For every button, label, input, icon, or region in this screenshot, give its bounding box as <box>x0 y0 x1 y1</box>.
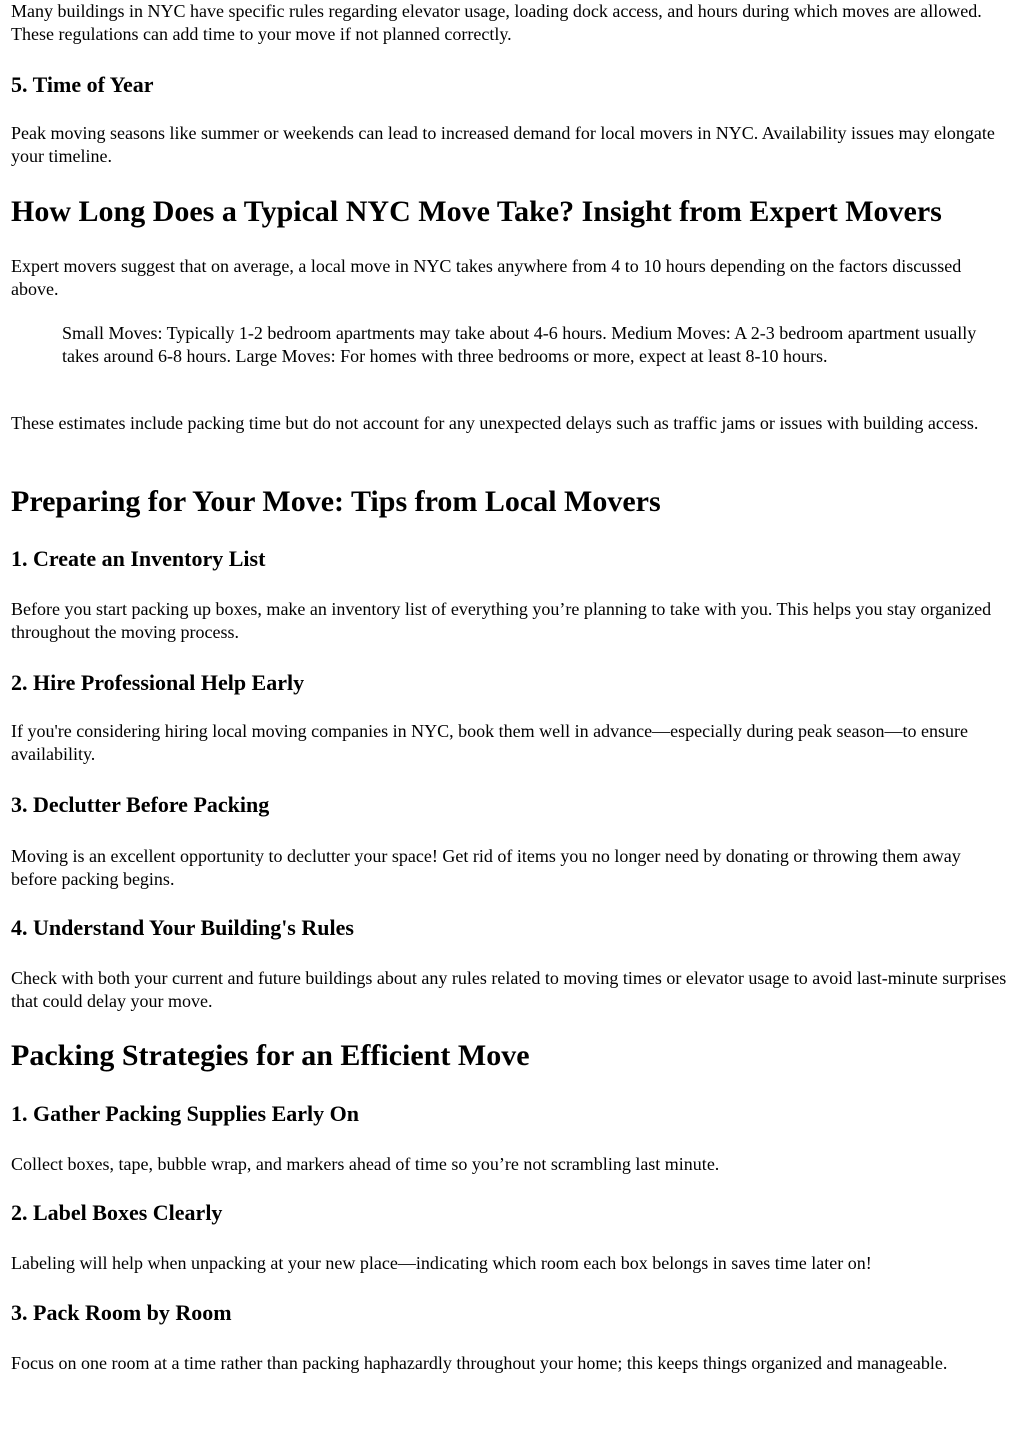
heading-packing-strategies: Packing Strategies for an Efficient Move <box>11 1039 530 1072</box>
paragraph-typical-move-outro: These estimates include packing time but do not account for any unexpected delays such as traffic jams or issues with building access. <box>11 413 979 433</box>
paragraph-hire-help: If you're considering hiring local moving companies in NYC, book them well in advance—especially during peak season—to ensure availability. <box>11 721 968 765</box>
heading-preparing: Preparing for Your Move: Tips from Local Movers <box>11 485 661 518</box>
paragraph-typical-move-intro: Expert movers suggest that on average, a local move in NYC takes anywhere from 4 to 10 hours depending on the factors discussed above. <box>11 256 962 300</box>
heading-inventory-list: 1. Create an Inventory List <box>11 546 266 571</box>
blockquote-move-sizes: Small Moves: Typically 1-2 bedroom apartments may take about 4-6 hours. Medium Moves: A 2-3 bedroom apartment usually takes around 6-8 hours. Large Moves: For homes with three bedrooms or more, expect at least 8-10 hours. <box>62 323 977 367</box>
paragraph-time-of-year: Peak moving seasons like summer or weekends can lead to increased demand for local movers in NYC. Availability issues may elongate your timeline. <box>11 123 995 167</box>
paragraph-building-rules-tip: Check with both your current and future buildings about any rules related to moving times or elevator usage to avoid last-minute surprises that could delay your move. <box>11 968 1007 1012</box>
heading-hire-help: 2. Hire Professional Help Early <box>11 670 305 695</box>
paragraph-declutter: Moving is an excellent opportunity to declutter your space! Get rid of items you no longer need by donating or throwing them away before packing begins. <box>11 846 961 890</box>
heading-declutter: 3. Declutter Before Packing <box>11 792 270 817</box>
paragraph-pack-room: Focus on one room at a time rather than packing haphazardly throughout your home; this keeps things organized and manageable. <box>11 1353 948 1373</box>
heading-typical-move: How Long Does a Typical NYC Move Take? Insight from Expert Movers <box>11 195 942 228</box>
heading-time-of-year: 5. Time of Year <box>11 72 154 97</box>
paragraph-gather-supplies: Collect boxes, tape, bubble wrap, and markers ahead of time so you’re not scrambling last minute. <box>11 1154 720 1174</box>
paragraph-building-rules: Many buildings in NYC have specific rules regarding elevator usage, loading dock access, and hours during which moves are allowed. These regulations can add time to your move if not planned correctly. <box>11 1 982 45</box>
paragraph-inventory-list: Before you start packing up boxes, make an inventory list of everything you’re planning to take with you. This helps you stay organized throughout the moving process. <box>11 599 992 643</box>
paragraph-label-boxes: Labeling will help when unpacking at your new place—indicating which room each box belongs in saves time later on! <box>11 1253 872 1273</box>
heading-label-boxes: 2. Label Boxes Clearly <box>11 1200 223 1225</box>
heading-pack-room: 3. Pack Room by Room <box>11 1300 232 1325</box>
heading-building-rules: 4. Understand Your Building's Rules <box>11 915 354 940</box>
heading-gather-supplies: 1. Gather Packing Supplies Early On <box>11 1101 359 1126</box>
